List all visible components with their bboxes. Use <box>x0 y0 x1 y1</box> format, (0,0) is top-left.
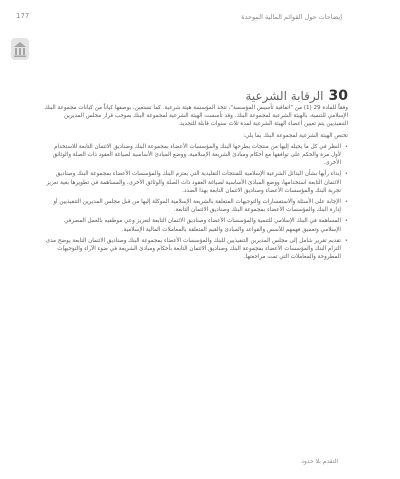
bullet: • <box>344 218 348 225</box>
section-heading <box>245 88 348 104</box>
footer-tagline: التقدم بلا حدود <box>301 458 338 465</box>
list-item-text: تقديم تقرير شامل إلى مجلس المديرين التنفيذيين للبنك والمؤسسات الأعضاء بمجموعة البنك وصناديق الائتمان التابعة يوضح مدى التزام البنك والمؤسسات الأعضاء بمجموعة البنك وصناديق الائتمان التابعة بأحكام ومبادئ الشريعة في ضوء الآراء والتوجيهات المطروحة والمعاملات التي تمت مراجعتها. <box>45 237 341 261</box>
section-title: الرقابة الشرعية <box>245 89 324 103</box>
intro-paragraph: وفقاً للمادة 29 (1) من "اتفاقية تأسيس المؤسسة"، تتخذ المؤسسة هيئة شرعية. كما تستعين، بوصفها كياناً من كيانات مجموعة البنك الإسلامي للتنمية، بالهيئة الشرعية لمجموعة البنك. وقد تأسست الهيئة الشرعية لمجموعة البنك بموجب قرار مجلس المديرين التنفيذيين يتم تعيين أعضاء الهيئة الشرعية لمدة ثلاث سنوات قابلة للتجديد. <box>44 105 348 128</box>
bullet: • <box>344 171 348 178</box>
bullet: • <box>344 143 348 150</box>
responsibilities-list <box>43 143 348 262</box>
list-item <box>43 143 348 168</box>
bank-building-icon <box>10 37 30 61</box>
list-item <box>43 198 348 214</box>
list-item <box>43 217 348 233</box>
list-item-text: النظر في كل ما يحيله إليها من منتجات يطرحها البنك والمؤسسات الأعضاء بمجموعة البنك وصناديق الائتمان التابعة للاستخدام لأول مرة والحكم على توافقها مع أحكام ومبادئ الشريعة الإسلامية، ووضع المبادئ الأساسية لصياغة العقود ذات الصلة والوثائق الأخرى. <box>52 143 341 167</box>
list-item-text: إبداء رأيها بشأن البدائل الشرعية الإسلامية للمنتجات التقليدية التي يعتزم البنك والمؤسسات الأعضاء بمجموعة البنك وصناديق الائتمان التابعة استخدامها، ووضع المبادئ الأساسية لصياغة العقود ذات الصلة والوثائق الأخرى، والمساهمة في تطويرها بغية تعزيز تجربة البنك والمؤسسات الأعضاء وصناديق الائتمان التابعة بهذا الصدد. <box>46 171 341 194</box>
bullet: • <box>344 199 348 206</box>
section-number: 30 <box>328 88 348 104</box>
list-item-text: الإجابة على الأسئلة والاستفسارات والتوجيهات المتعلقة بالشريعة الإسلامية الموكلة إليها من قبل مجلس المديرين التنفيذيين أو إدارة البنك والمؤسسات الأعضاء بمجموعة البنك وصناديق الائتمان التابعة. <box>53 199 341 214</box>
list-item <box>43 170 348 195</box>
page-number: 177 <box>16 12 30 20</box>
running-header-title: إيضاحات حول القوائم المالية الموحدة <box>241 13 342 21</box>
list-item <box>43 237 348 262</box>
section-body <box>43 104 348 264</box>
bullet: • <box>344 237 348 244</box>
list-item-text: المساهمة في البنك الإسلامي للتنمية والمؤسسات الأعضاء وصناديق الائتمان التابعة لتعزيز وعي موظفيه بالعمل المصرفي الإسلامي وتعميق فهمهم للأسس والقواعد والمبادئ والقيم المتعلقة بالمعاملات المالية الإسلامية. <box>64 218 341 233</box>
lead-paragraph: تختص الهيئة الشرعية لمجموعة البنك بما يلي: <box>243 132 348 139</box>
